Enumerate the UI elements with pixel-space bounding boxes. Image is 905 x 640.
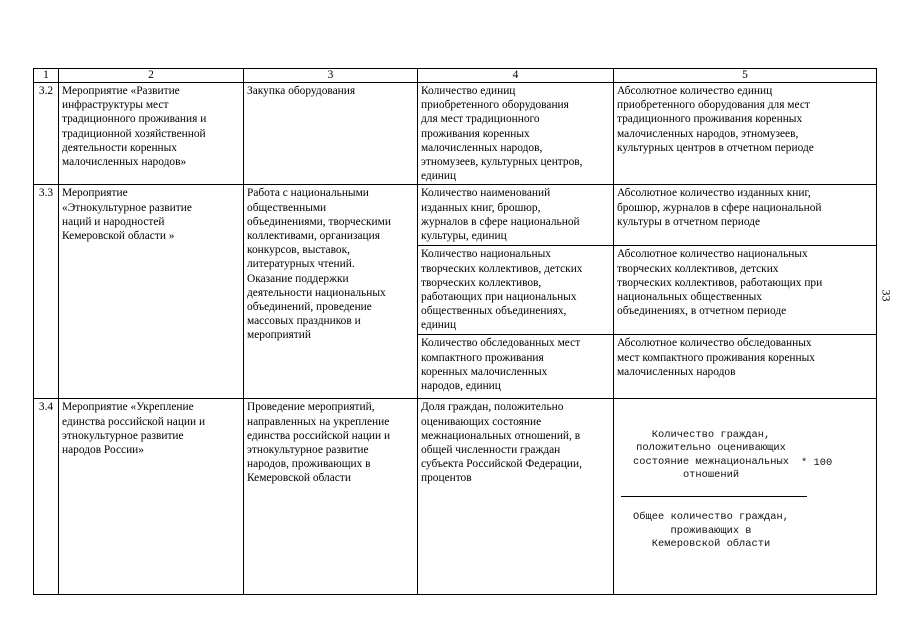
header-col-1: 1 [34, 69, 59, 83]
page-number: 33 [879, 289, 894, 302]
indicator-name-cell: Количество обследованных мест компактного проживания коренных малочисленных народов, единиц [418, 335, 614, 399]
header-col-2: 2 [59, 69, 244, 83]
header-col-4: 4 [418, 69, 614, 83]
table-row [34, 399, 877, 594]
action-cell: Закупка оборудования [244, 83, 418, 185]
formula [617, 415, 873, 579]
row-number: 3.4 [34, 399, 59, 594]
measure-cell: Мероприятие «Развитие инфраструктуры мест традиционного проживания и традиционной хозяйственной деятельности коренных малочисленных народов» [59, 83, 244, 185]
header-col-3: 3 [244, 69, 418, 83]
table-header-row [34, 69, 877, 83]
measure-cell: Мероприятие «Этнокультурное развитие наций и народностей Кемеровской области » [59, 185, 244, 399]
indicator-name-cell: Доля граждан, положительно оценивающих состояние межнациональных отношений, в общей численности граждан субъекта Российской Федерации, процентов [418, 399, 614, 594]
indicator-method-cell: Абсолютное количество обследованных мест компактного проживания коренных малочисленных народов [614, 335, 877, 399]
indicators-table [33, 68, 877, 595]
indicator-name-cell: Количество наименований изданных книг, брошюр, журналов в сфере национальной культуры, единиц [418, 185, 614, 246]
header-col-5: 5 [614, 69, 877, 83]
indicator-method-cell: Абсолютное количество национальных творческих коллективов, детских творческих коллективов, работающих при национальных общественных объединениях, в отчетном периоде [614, 246, 877, 335]
indicator-method-cell: Абсолютное количество единиц приобретенного оборудования для мест традиционного проживания коренных малочисленных народов, этномузеев, культурных центров в отчетном периоде [614, 83, 877, 185]
table-row [34, 83, 877, 185]
row-number: 3.3 [34, 185, 59, 399]
action-cell: Проведение мероприятий, направленных на укрепление единства российской нации и этнокультурное развитие народов, проживающих в Кемеровской области [244, 399, 418, 594]
table-row [34, 185, 877, 246]
action-cell: Работа с национальными общественными объединениями, творческими коллективами, организация конкурсов, выставок, литературных чтений. Оказание поддержки деятельности национальных объединений, проведение массовых праздников и мероприятий [244, 185, 418, 399]
formula-multiplier: * 100 [801, 456, 833, 469]
row-number: 3.2 [34, 83, 59, 185]
formula-denominator: Общее количество граждан, проживающих в Кемеровской области [633, 511, 789, 551]
indicator-name-cell: Количество единиц приобретенного оборудования для мест традиционного проживания коренных малочисленных народов, этномузеев, культурных центров, единиц [418, 83, 614, 185]
formula-numerator: Количество граждан, положительно оценивающих состояние межнациональных отношений [633, 429, 789, 482]
indicator-method-cell: Абсолютное количество изданных книг, брошюр, журналов в сфере национальной культуры в отчетном периоде [614, 185, 877, 246]
fraction-bar [621, 496, 807, 497]
measure-cell: Мероприятие «Укрепление единства российской нации и этнокультурное развитие народов России» [59, 399, 244, 594]
indicator-method-cell [614, 399, 877, 594]
indicator-name-cell: Количество национальных творческих коллективов, детских творческих коллективов, работающих при национальных общественных объединениях, единиц [418, 246, 614, 335]
